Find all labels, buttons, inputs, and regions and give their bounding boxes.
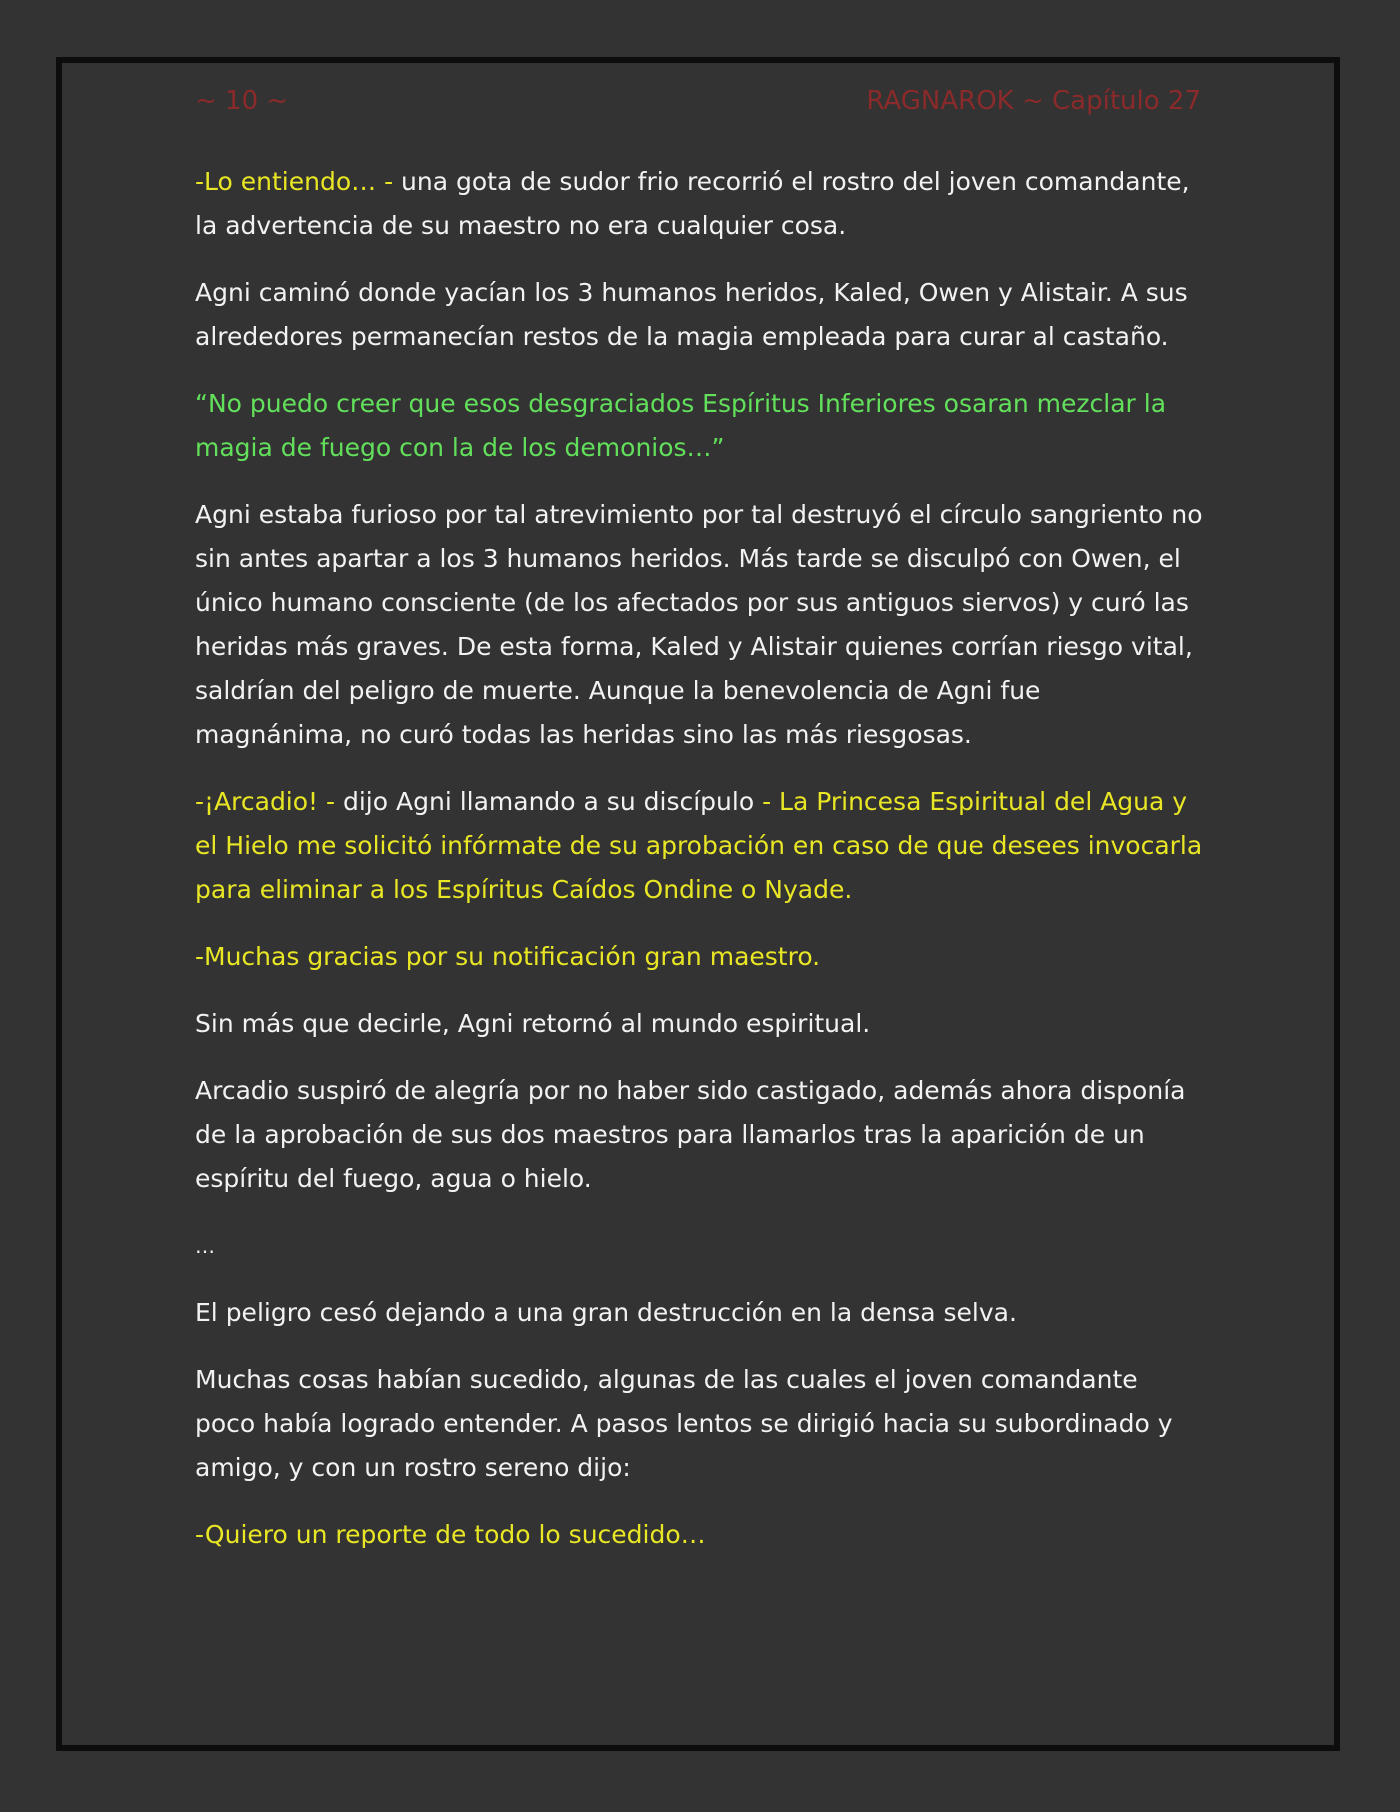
narration-text: Agni estaba furioso por tal atrevimiento por tal destruyó el círculo sangriento no sin antes apartar a los 3 humanos heridos. Más tarde se disculpó con Owen, el único humano consciente (de los afectados por sus antiguos siervos) y curó las heridas más graves. De esta forma, Kaled y Alistair quienes corrían riesgo vital, saldrían del peligro de muerte. Aunque la benevolencia de Agni fue magnánima, no curó todas las heridas sino las más riesgosas.: [195, 500, 1203, 749]
chapter-text: [195, 160, 1203, 1580]
dialogue-text: -Lo entiendo… -: [195, 167, 394, 196]
paragraph-7: [195, 1002, 1203, 1046]
narration-text: Muchas cosas habían sucedido, algunas de las cuales el joven comandante poco había logrado entender. A pasos lentos se dirigió hacia su subordinado y amigo, y con un rostro sereno dijo:: [195, 1365, 1173, 1482]
paragraph-3: [195, 382, 1203, 470]
page-header: [195, 84, 1201, 118]
paragraph-5: [195, 780, 1203, 912]
dialogue-text: -Muchas gracias por su notificación gran maestro.: [195, 942, 821, 971]
paragraph-10: [195, 1291, 1203, 1335]
narration-text: El peligro cesó dejando a una gran destrucción en la densa selva.: [195, 1298, 1017, 1327]
paragraph-4: [195, 493, 1203, 757]
narration-text: dijo Agni llamando a su discípulo: [335, 787, 763, 816]
paragraph-8: [195, 1069, 1203, 1201]
paragraph-11: [195, 1358, 1203, 1490]
dialogue-text: -¡Arcadio! -: [195, 787, 336, 816]
paragraph-1: [195, 160, 1203, 248]
narration-text: una gota de sudor frio recorrió el rostro del joven comandante, la advertencia de su maestro no era cualquier cosa.: [195, 167, 1190, 240]
page-number: ~ 10 ~: [195, 86, 289, 116]
narration-text: Arcadio suspiró de alegría por no haber sido castigado, además ahora disponía de la aprobación de sus dos maestros para llamarlos tras la aparición de un espíritu del fuego, agua o hielo.: [195, 1076, 1186, 1193]
scene-break-text: …: [195, 1234, 215, 1258]
dialogue-text: - La Princesa Espiritual del Agua y el Hielo me solicitó infórmate de su aprobación en caso de que desees invocarla para eliminar a los Espíritus Caídos Ondine o Nyade.: [195, 787, 1203, 904]
thought-text: “No puedo creer que esos desgraciados Espíritus Inferiores osaran mezclar la magia de fuego con la de los demonios…”: [195, 389, 1167, 462]
paragraph-6: [195, 935, 1203, 979]
scene-break: [195, 1224, 1203, 1268]
paragraph-2: [195, 271, 1203, 359]
narration-text: Sin más que decirle, Agni retornó al mundo espiritual.: [195, 1009, 871, 1038]
paragraph-12: [195, 1513, 1203, 1557]
running-title: RAGNAROK ~ Capítulo 27: [866, 86, 1201, 116]
narration-text: Agni caminó donde yacían los 3 humanos heridos, Kaled, Owen y Alistair. A sus alrededores permanecían restos de la magia empleada para curar al castaño.: [195, 278, 1188, 351]
dialogue-text: -Quiero un reporte de todo lo sucedido…: [195, 1520, 706, 1549]
